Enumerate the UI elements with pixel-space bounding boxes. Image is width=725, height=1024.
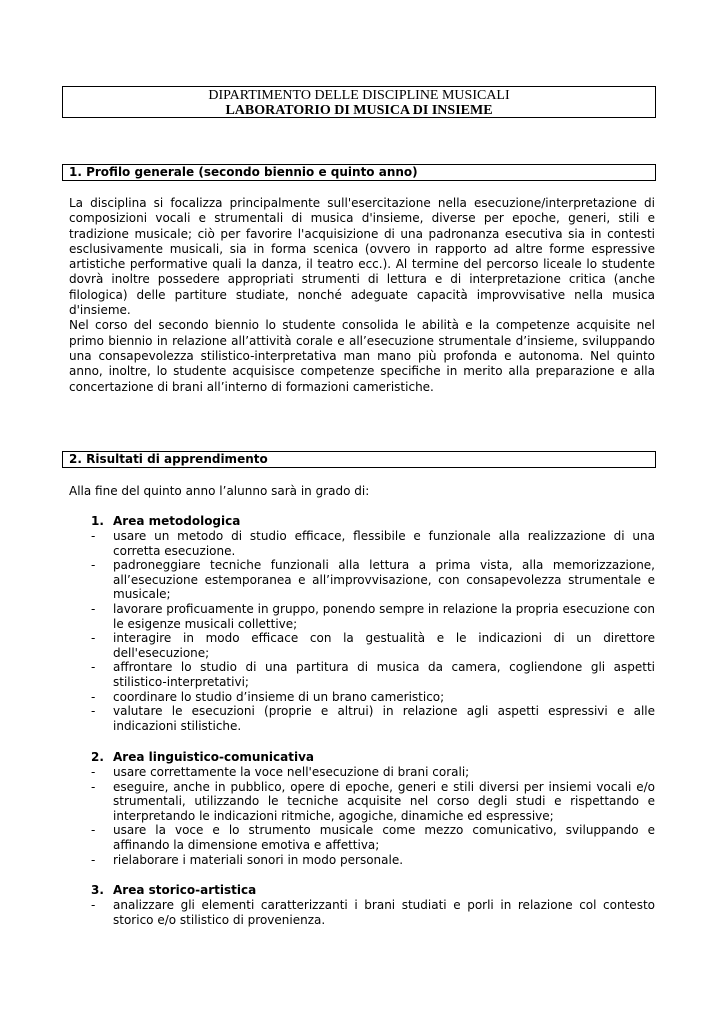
paragraph: Nel corso del secondo biennio lo studente consolida le abilità e la competenze acquisite nel primo biennio in relazione all’attività corale e all’esecuzione strumentale d’insieme, sviluppando una consapevolezza stilistico-interpretativa man mano più profonda e autonoma. Nel quinto anno, inoltre, lo studente acquisisce competenze specifiche in merito alla preparazione e alla concertazione di brani all’interno di formazioni cameristiche. (69, 318, 655, 394)
section-heading-profilo: 1. Profilo generale (secondo biennio e quinto anno) (62, 164, 656, 181)
paragraph: La disciplina si focalizza principalmente sull'esercitazione nella esecuzione/interpretazione di composizioni vocali e strumentali di musica d'insieme, diverse per epoche, generi, stili e tradizione musicale; ciò per favorire l'acquisizione di una padronanza esecutiva sia in contesti esclusivamente musicali, sia in forma scenica (ovvero in rapporto ad altre forme espressive artistiche performative quali la danza, il teatro ecc.). Al termine del percorso liceale lo studente dovrà inoltre possedere appropriati strumenti di lettura e di interpretazione critica (anche filologica) delle partiture studiate, nonché adeguate capacità improvvisative nella musica d'insieme. (69, 196, 655, 318)
area-number: 3. (91, 883, 104, 897)
list-item: - lavorare proficuamente in gruppo, ponendo sempre in relazione la propria esecuzione con le esigenze musicali collettive; (91, 601, 655, 631)
area-title: Area metodologica (113, 514, 241, 528)
title-box (62, 86, 656, 118)
department-title: DIPARTIMENTO DELLE DISCIPLINE MUSICALI (208, 88, 510, 103)
section-heading-risultati: 2. Risultati di apprendimento (62, 451, 656, 468)
area-list (91, 898, 655, 927)
list-item: - interagire in modo efficace con la gestualità e le indicazioni di un direttore dell'esecuzione; (91, 631, 655, 660)
list-item: - usare un metodo di studio efficace, flessibile e funzionale alla realizzazione di una corretta esecuzione. (91, 529, 655, 558)
area-heading (91, 750, 314, 765)
list-item: - usare correttamente la voce nell'esecuzione di brani corali; (91, 765, 470, 779)
course-title: LABORATORIO DI MUSICA DI INSIEME (225, 103, 493, 118)
area-heading (91, 514, 240, 529)
list-item: - affrontare lo studio di una partitura di musica da camera, cogliendone gli aspetti stilistico-interpretativi; (91, 660, 655, 689)
area-heading (91, 883, 256, 898)
list-item: - rielaborare i materiali sonori in modo personale. (91, 852, 404, 867)
area-number: 2. (91, 750, 104, 764)
list-item: - padroneggiare tecniche funzionali alla lettura a prima vista, alla memorizzazione, all’esecuzione estemporanea e all’improvvisazione, con consapevolezza strumentale e musicale; (91, 558, 655, 602)
area-list (91, 765, 655, 867)
section-body-profilo (69, 196, 655, 395)
list-item: - eseguire, anche in pubblico, opere di epoche, generi e stili diversi per insiemi vocali e/o strumentali, utilizzando le tecniche acquisite nel corso degli studi e rispettando e interpretando le indicazioni ritmiche, agogiche, dinamiche ed espressive; (91, 779, 655, 823)
section-intro: Alla fine del quinto anno l’alunno sarà in grado di: (69, 484, 370, 498)
area-title: Area storico-artistica (113, 883, 257, 897)
list-item: - valutare le esecuzioni (proprie e altrui) in relazione agli aspetti espressivi e alle indicazioni stilistiche. (91, 704, 655, 733)
list-item: - usare la voce e lo strumento musicale come mezzo comunicativo, sviluppando e affinando la dimensione emotiva e affettiva; (91, 823, 655, 852)
area-number: 1. (91, 514, 104, 528)
area-title: Area linguistico-comunicativa (113, 750, 315, 764)
list-item: - analizzare gli elementi caratterizzanti i brani studiati e porli in relazione col contesto storico e/o stilistico di provenienza. (91, 898, 655, 927)
list-item: - coordinare lo studio d’insieme di un brano cameristico; (91, 689, 445, 704)
area-list (91, 529, 655, 733)
